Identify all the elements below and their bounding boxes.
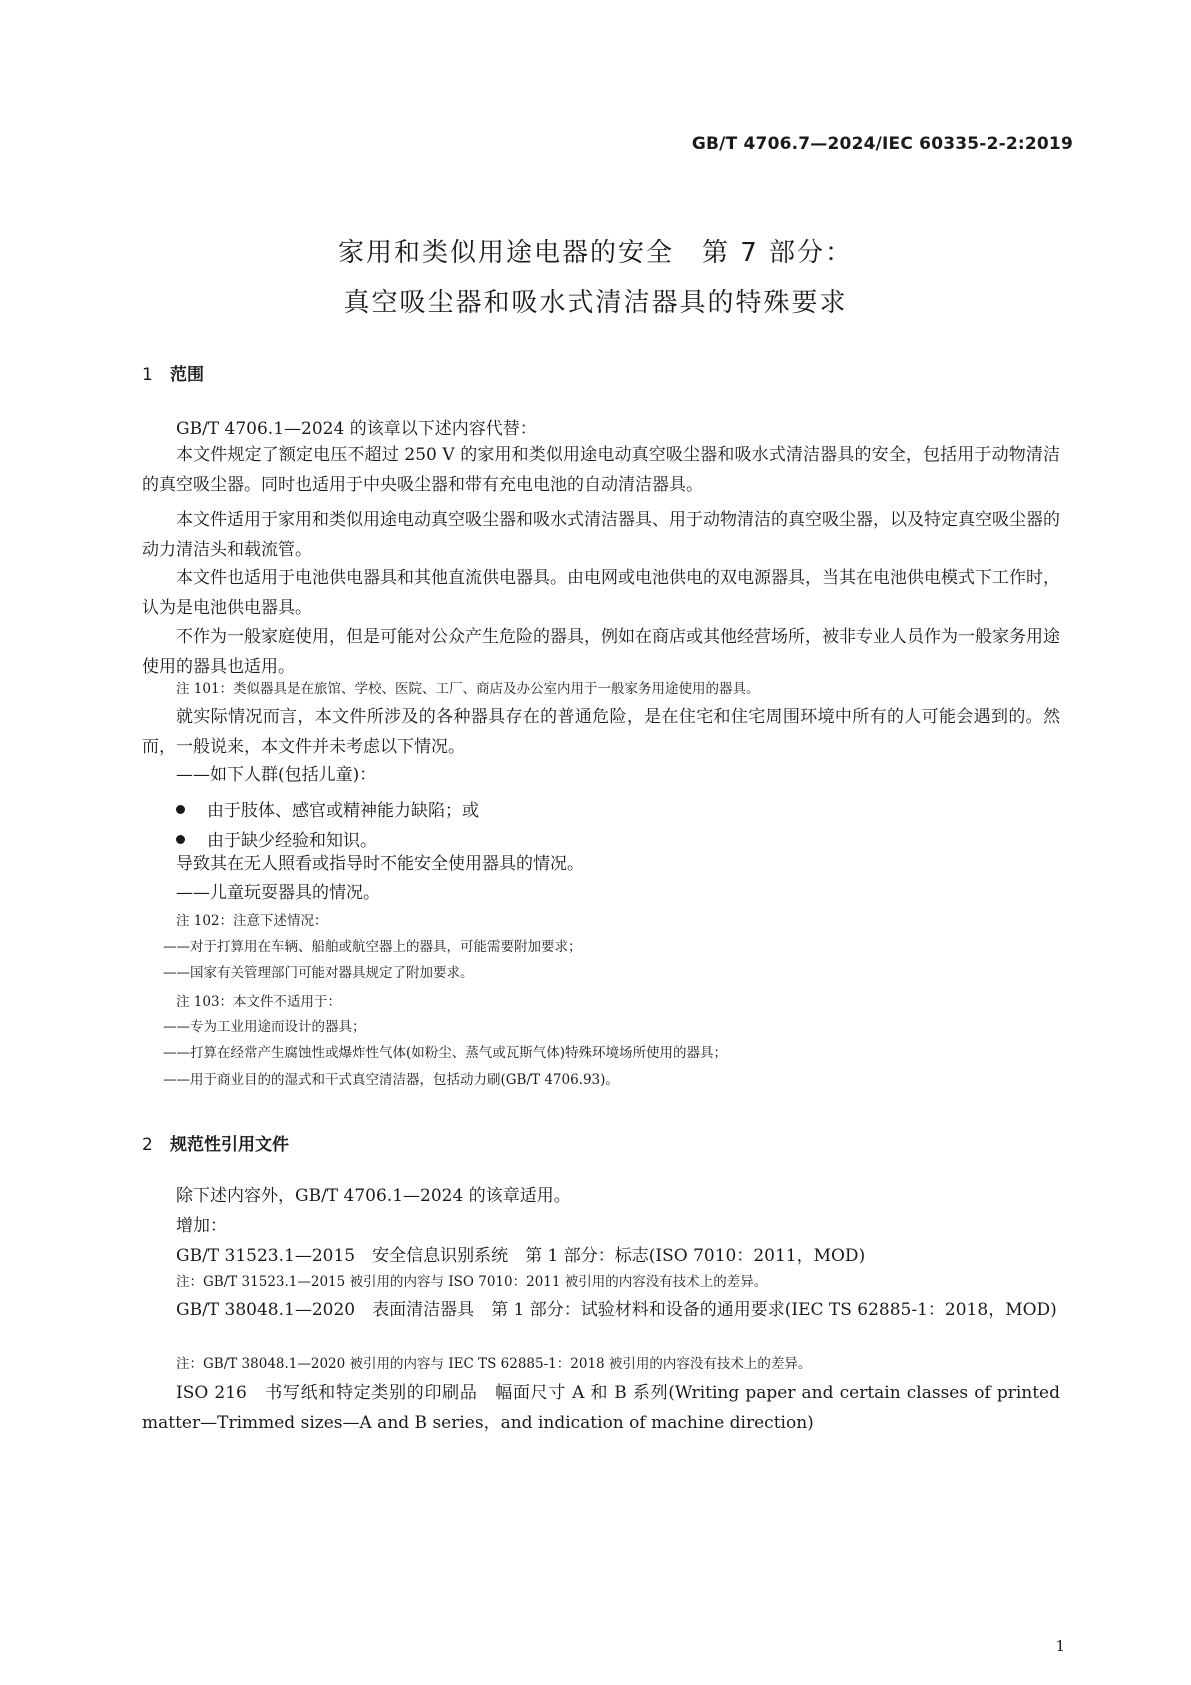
note-103-item: ——专为工业用途而设计的器具； [163,1019,366,1035]
paragraph: GB/T 4706.1—2024 的该章以下述内容代替： [176,419,537,439]
reference-note: 注：GB/T 38048.1—2020 被引用的内容与 IEC TS 62885-1：2018 被引用的内容没有技术上的差异。 [176,1356,812,1372]
dash-item: ——如下人群(包括儿童)： [176,765,377,785]
reference-entry: ISO 216 书写纸和特定类别的印刷品 幅面尺寸 A 和 B 系列(Writing paper and certain classes of printed matter—Trimmed sizes—A and B series，and indication of machine direction) [142,1383,1060,1433]
section-title: 范围 [170,365,204,385]
bullet-dot-icon [176,805,185,814]
paragraph: 本文件规定了额定电压不超过 250 V 的家用和类似用途电动真空吸尘器和吸水式清洁器具的安全，包括用于动物清洁的真空吸尘器。同时也适用于中央吸尘器和带有充电电池的自动清洁器具。 [142,445,1060,495]
reference-entry: GB/T 38048.1—2020 表面清洁器具 第 1 部分：试验材料和设备的通用要求(IEC TS 62885-1：2018，MOD) [176,1300,1057,1320]
paragraph: 本文件也适用于电池供电器具和其他直流供电器具。由电网或电池供电的双电源器具，当其在电池供电模式下工作时，认为是电池供电器具。 [142,568,1060,618]
page-number: 1 [1055,1637,1065,1655]
paragraph: 除下述内容外，GB/T 4706.1—2024 的该章适用。 [176,1186,571,1206]
paragraph: 就实际情况而言，本文件所涉及的各种器具存在的普通危险，是在住宅和住宅周围环境中所有的人可能会遇到的。然而，一般说来，本文件并未考虑以下情况。 [142,707,1060,757]
paragraph: 本文件适用于家用和类似用途电动真空吸尘器和吸水式清洁器具、用于动物清洁的真空吸尘器，以及特定真空吸尘器的动力清洁头和载流管。 [142,510,1060,560]
paragraph: 不作为一般家庭使用，但是可能对公众产生危险的器具，例如在商店或其他经营场所，被非专业人员作为一般家务用途使用的器具也适用。 [142,627,1060,677]
bullet-item [176,826,377,851]
section-title: 规范性引用文件 [170,1135,289,1155]
section-number: 2 [142,1135,153,1155]
note-102-item: ——对于打算用在车辆、船舶或航空器上的器具，可能需要附加要求； [163,939,582,955]
bullet-text: 由于肢体、感官或精神能力缺陷；或 [207,801,479,821]
reference-entry: GB/T 31523.1—2015 安全信息识别系统 第 1 部分：标志(ISO 7010：2011，MOD) [176,1246,866,1266]
section-heading-normative-references [142,1130,289,1155]
note-103-item: ——用于商业目的的湿式和干式真空清洁器，包括动力刷(GB/T 4706.93)。 [163,1072,619,1088]
bullet-dot-icon [176,835,185,844]
section-number: 1 [142,365,153,385]
note-103-item: ——打算在经常产生腐蚀性或爆炸性气体(如粉尘、蒸气或瓦斯气体)特殊环境场所使用的器具； [163,1045,728,1061]
document-title-line2: 真空吸尘器和吸水式清洁器具的特殊要求 [343,288,848,318]
document-title-line1: 家用和类似用途电器的安全 第 7 部分： [337,238,854,268]
note-101: 注 101：类似器具是在旅馆、学校、医院、工厂、商店及办公室内用于一般家务用途使用的器具。 [176,681,760,697]
standard-code: GB/T 4706.7—2024/IEC 60335-2-2:2019 [691,134,1073,154]
note-103-title: 注 103：本文件不适用于： [176,994,342,1010]
bullet-item [176,796,479,821]
reference-note: 注：GB/T 31523.1—2015 被引用的内容与 ISO 7010：2011 被引用的内容没有技术上的差异。 [176,1274,768,1290]
bullet-text: 由于缺少经验和知识。 [207,831,377,851]
note-102-title: 注 102：注意下述情况： [176,913,328,929]
note-102-item: ——国家有关管理部门可能对器具规定了附加要求。 [163,965,474,981]
dash-item: ——儿童玩耍器具的情况。 [176,883,380,903]
section-heading-scope [142,360,204,385]
paragraph: 导致其在无人照看或指导时不能安全使用器具的情况。 [176,854,584,874]
paragraph: 增加： [176,1216,227,1236]
